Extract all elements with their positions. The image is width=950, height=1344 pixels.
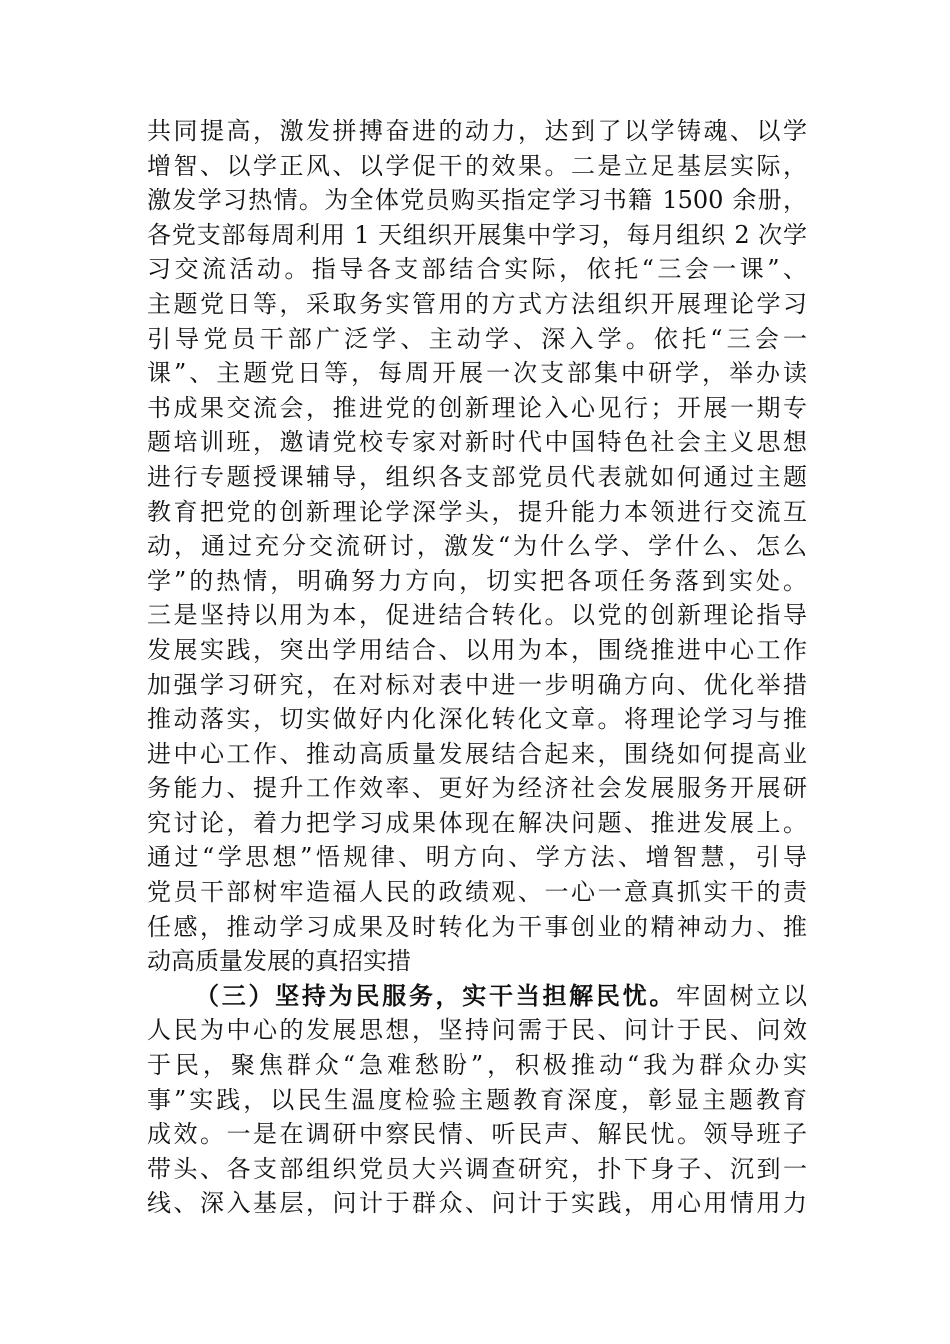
paragraph-line: 书成果交流会，推进党的创新理论入心见行；开展一期专 [147,393,807,422]
paragraph-line: 线、深入基层，问计于群众、问计于实践，用心用情用力 [147,1189,807,1218]
paragraph-line: 带头、各支部组织党员大兴调查研究，扑下身子、沉到一 [147,1154,807,1183]
paragraph-line: 加强学习研究，在对标对表中进一步明确方向、优化举措 [147,670,807,699]
paragraph-line: 成效。一是在调研中察民情、听民声、解民忧。领导班子 [147,1120,807,1149]
section-heading: （三）坚持为民服务，实干当担解民忧。 [195,980,677,1010]
paragraph-line: 学”的热情，明确努力方向，切实把各项任务落到实处。 [147,566,807,595]
paragraph-line: 教育把党的创新理论学深学头，提升能力本领进行交流互 [147,497,807,526]
paragraph-line: 引导党员干部广泛学、主动学、深入学。依托“三会一 [147,324,807,353]
body-text [147,114,807,1221]
paragraph-line: 党员干部树牢造福人民的政绩观、一心一意真抓实干的责 [147,878,807,907]
paragraph-line: 人民为中心的发展思想，坚持问需于民、问计于民、问效 [147,1016,807,1045]
paragraph-line: 进中心工作、推动高质量发展结合起来，围绕如何提高业 [147,739,807,768]
paragraph-line: 通过“学思想”悟规律、明方向、学方法、增智慧，引导 [147,843,807,872]
paragraph-line: 务能力、提升工作效率、更好为经济社会发展服务开展研 [147,774,807,803]
paragraph-line: 动，通过充分交流研讨，激发“为什么学、学什么、怎么 [147,532,807,561]
paragraph-line: 进行专题授课辅导，组织各支部党员代表就如何通过主题 [147,462,807,491]
paragraph-line: 增智、以学正风、以学促干的效果。二是立足基层实际， [147,151,807,180]
paragraph-line: 推动落实，切实做好内化深化转化文章。将理论学习与推 [147,705,807,734]
paragraph-line: 题培训班，邀请党校专家对新时代中国特色社会主义思想 [147,428,807,457]
paragraph-line: 激发学习热情。为全体党员购买指定学习书籍 1500 余册， [147,186,807,215]
paragraph-line: 任感，推动学习成果及时转化为干事创业的精神动力、推 [147,912,807,941]
paragraph-line: 于民，聚焦群众“急难愁盼”，积极推动“我为群众办实 [147,1051,807,1080]
paragraph-line: 事”实践，以民生温度检验主题教育深度，彰显主题教育 [147,1085,807,1114]
paragraph-line: 习交流活动。指导各支部结合实际，依托“三会一课”、 [147,255,807,284]
paragraph-line: 各党支部每周利用 1 天组织开展集中学习，每月组织 2 次学 [147,220,807,249]
section-heading-line [147,979,807,1014]
paragraph-line: 动高质量发展的真招实措 [147,947,411,976]
paragraph-line: 发展实践，突出学用结合、以用为本，围绕推进中心工作 [147,635,807,664]
paragraph-line: 共同提高，激发拼搏奋进的动力，达到了以学铸魂、以学 [147,117,807,145]
paragraph-line: 三是坚持以用为本，促进结合转化。以党的创新理论指导 [147,601,807,630]
paragraph-line: 主题党日等，采取务实管用的方式方法组织开展理论学习 [147,289,807,318]
paragraph-line: 究讨论，着力把学习成果体现在解决问题、推进发展上。 [147,808,807,837]
section-heading-continuation: 牢固树立以 [676,981,808,1010]
paragraph-line: 课”、主题党日等，每周开展一次支部集中研学，举办读 [147,359,807,388]
